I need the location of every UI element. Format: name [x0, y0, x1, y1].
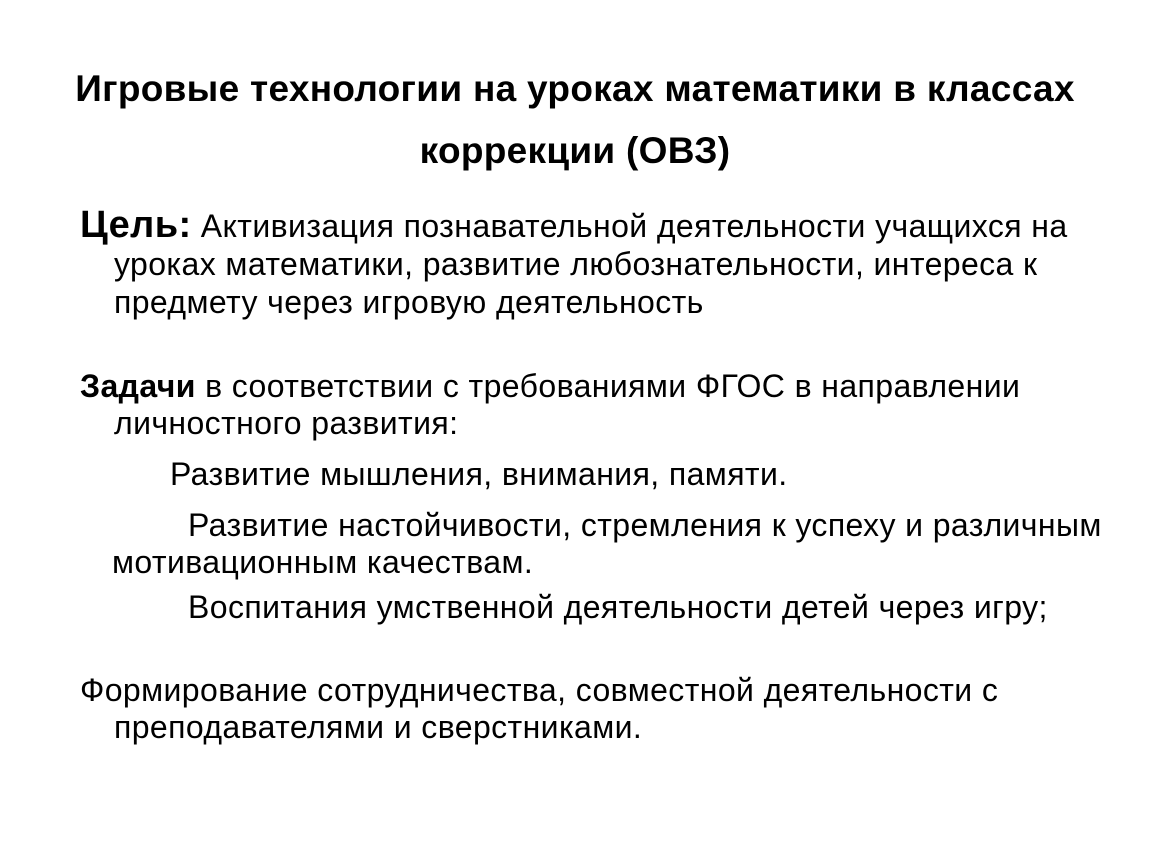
tasks-text: в соответствии с требованиями ФГОС в направлении личностного развития: [114, 368, 1021, 441]
goal-label: Цель: [80, 204, 192, 246]
task-item-thinking: Развитие мышления, внимания, памяти. [170, 456, 788, 492]
task-item-persistence: Развитие настойчивости, стремления к успеху и различным мотивационным качествам. [112, 507, 1102, 580]
goal-paragraph [80, 206, 1144, 321]
goal-text: Активизация познавательной деятельности учащихся на уроках математики, развитие любознательности, интереса к предмету через игровую деятельность [114, 208, 1068, 320]
slide-title: Игровые технологии на уроках математики в классах коррекции (ОВЗ) [75, 68, 1075, 171]
task-item-upbringing: Воспитания умственной деятельности детей через игру; [188, 589, 1048, 625]
formation-paragraph: Формирование сотрудничества, совместной деятельности с преподавателями и сверстниками. [80, 672, 999, 745]
tasks-paragraph [80, 368, 1144, 442]
tasks-label: Задачи [80, 368, 196, 404]
